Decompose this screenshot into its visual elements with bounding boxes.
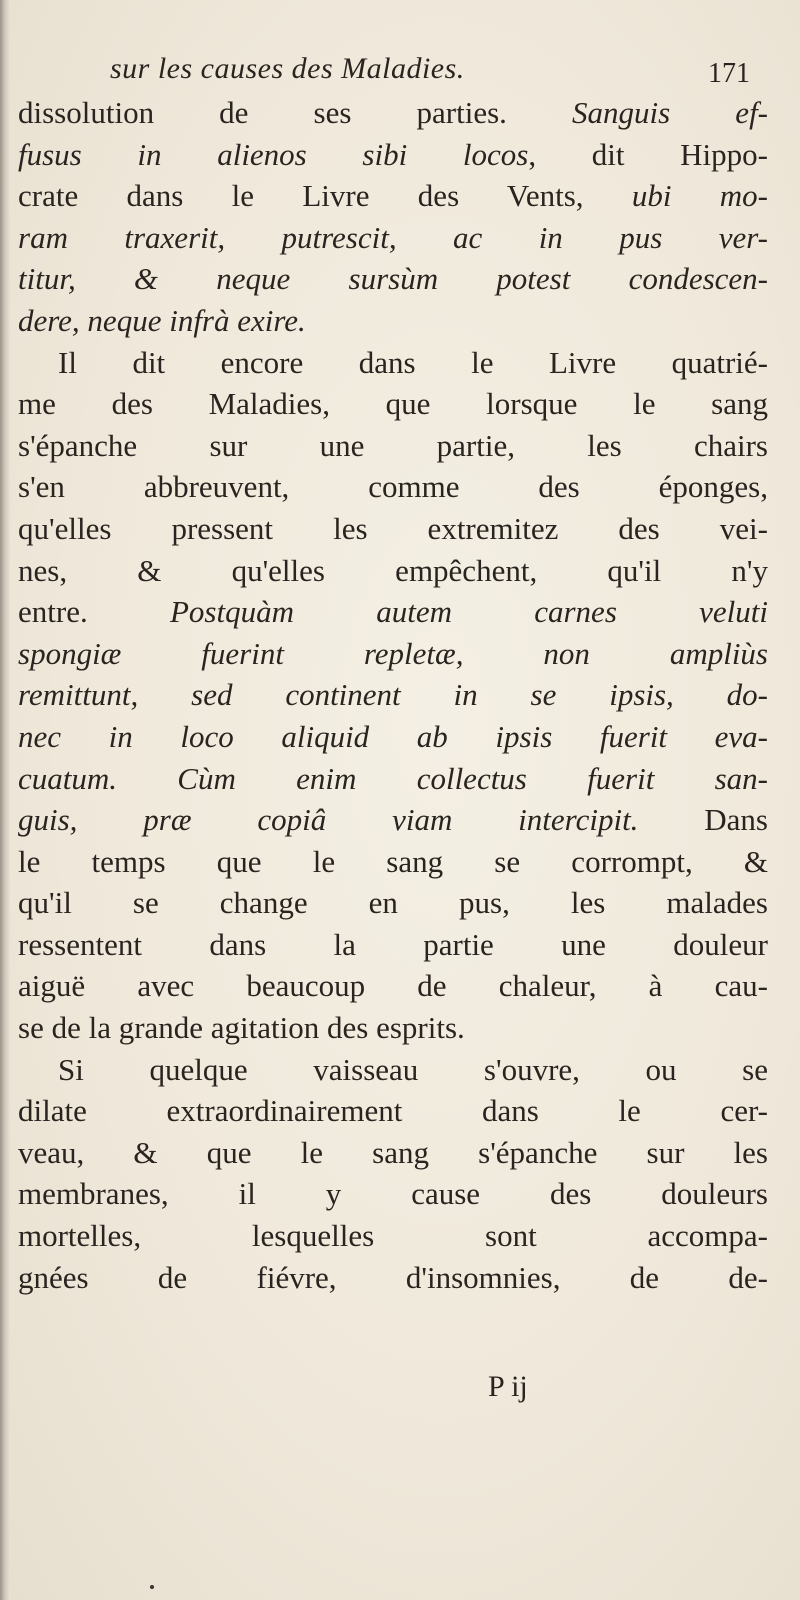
text-line [18, 383, 768, 425]
text-line [18, 466, 768, 508]
text-line [18, 134, 768, 176]
text-segment: entre. [18, 594, 170, 630]
text-line [18, 425, 768, 467]
latin-quote-segment: Sanguis ef- [572, 95, 769, 130]
text-segment: s'en abbreuvent, comme des éponges, [18, 469, 768, 505]
latin-quote-segment: dere, neque infrà exire. [18, 302, 306, 338]
page-number: 171 [708, 58, 750, 89]
text-segment: qu'il se change en pus, les malades [18, 885, 768, 921]
latin-quote-segment: cuatum. Cùm enim collectus fuerit san- [18, 760, 768, 796]
text-line [18, 924, 768, 966]
text-segment: nes, & qu'elles empêchent, qu'il n'y [18, 552, 768, 588]
text-segment: crate dans le Livre des Vents, [18, 178, 632, 214]
latin-quote-segment: Postquàm autem carnes veluti [169, 594, 768, 630]
latin-quote-segment: ubi mo- [631, 178, 768, 214]
text-segment: le temps que le sang se corrompt, & [18, 843, 768, 879]
text-line [18, 1215, 768, 1257]
latin-quote-segment: remittunt, sed continent in se ipsis, do- [18, 677, 768, 713]
text-line [18, 258, 768, 300]
text-line [18, 1090, 768, 1132]
text-segment: Dans [638, 802, 768, 838]
text-line [18, 175, 768, 217]
text-line [18, 342, 768, 384]
text-segment: Il dit encore dans le Livre quatrié- [58, 344, 768, 380]
text-segment: ressentent dans la partie une douleur [18, 926, 768, 962]
text-segment: dilate extraordinairement dans le cer- [18, 1093, 768, 1129]
text-line [18, 799, 768, 841]
text-line [18, 1049, 768, 1091]
text-segment: me des Maladies, que lorsque le sang [18, 386, 768, 422]
latin-quote-segment: fusus in alienos sibi locos [18, 136, 529, 172]
text-segment: gnées de fiévre, d'insomnies, de de- [18, 1259, 768, 1295]
text-line [18, 1132, 768, 1174]
ink-speck [150, 1585, 154, 1589]
text-line [18, 92, 768, 134]
text-line [18, 550, 768, 592]
text-segment: aiguë avec beaucoup de chaleur, à cau- [18, 968, 768, 1004]
text-segment: Si quelque vaisseau s'ouvre, ou se [58, 1051, 768, 1087]
text-line [18, 633, 768, 675]
text-segment: mortelles, lesquelles sont accompa- [18, 1218, 768, 1254]
text-line [18, 674, 768, 716]
text-line [18, 1257, 768, 1299]
text-line [18, 716, 768, 758]
text-line [18, 1007, 768, 1049]
text-line [18, 591, 768, 633]
latin-quote-segment: titur, & neque sursùm potest condescen- [18, 261, 768, 297]
text-line [18, 965, 768, 1007]
text-segment: dissolution de ses parties. [18, 95, 573, 130]
running-title: sur les causes des Maladies. [110, 52, 465, 85]
text-segment: , dit Hippo- [528, 136, 768, 172]
text-segment: qu'elles pressent les extremitez des vei- [18, 510, 768, 546]
latin-quote-segment: ram traxerit, putrescit, ac in pus ver- [18, 219, 768, 255]
text-segment: se de la grande agitation des esprits. [18, 1010, 465, 1046]
text-line [18, 758, 768, 800]
latin-quote-segment: spongiæ fuerint repletæ, non ampliùs [18, 635, 768, 671]
text-segment: s'épanche sur une partie, les chairs [18, 427, 768, 463]
latin-quote-segment: guis, præ copiâ viam intercipit. [18, 802, 639, 838]
text-line [18, 217, 768, 259]
text-line [18, 841, 768, 883]
text-line [18, 300, 768, 342]
text-segment: membranes, il y cause des douleurs [18, 1176, 768, 1212]
text-segment: veau, & que le sang s'épanche sur les [18, 1134, 768, 1170]
binding-edge [0, 0, 10, 1600]
body-text [18, 92, 768, 1298]
signature-mark: P ij [488, 1370, 528, 1403]
latin-quote-segment: nec in loco aliquid ab ipsis fuerit eva- [18, 718, 768, 754]
text-line [18, 882, 768, 924]
text-line [18, 508, 768, 550]
text-line [18, 1173, 768, 1215]
